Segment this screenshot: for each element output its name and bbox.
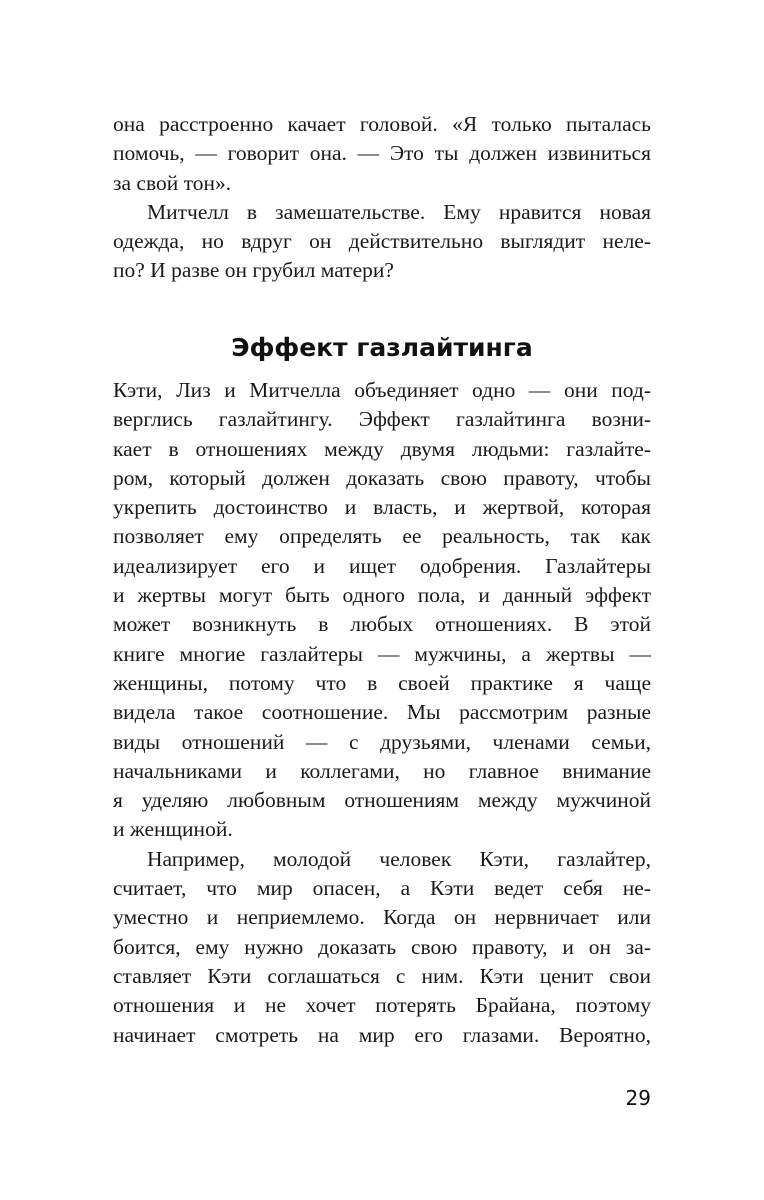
text-line: по? И разве он грубил матери? [113,258,394,283]
text-line: ром, который должен доказать свою правоту, чтобы [113,465,651,490]
text-line: верглись газлайтингу. Эффект газлайтинга возни- [113,407,651,432]
text-line: идеализирует его и ищет одобрения. Газлайтеры [113,553,651,578]
page-number: 29 [625,1086,651,1110]
text-line: женщины, потому что в своей практике я чаще [113,670,651,695]
text-line: одежда, но вдруг он действительно выглядит неле- [113,229,651,254]
text-line: боится, ему нужно доказать свою правоту, и он за- [113,934,651,959]
text-line: я уделяю любовным отношениям между мужчиной [113,788,651,813]
text-line: может возникнуть в любых отношениях. В этой [113,612,651,637]
intro-text [113,110,651,286]
main-text [113,376,651,1050]
text-line: помочь, — говорит она. — Это ты должен извиниться [113,141,651,166]
section-heading: Эффект газлайтинга [231,333,533,362]
text-line: и жертвы могут быть одного пола, и данный эффект [113,583,651,608]
text-line: она расстроенно качает головой. «Я только пыталась [113,112,651,136]
text-line: уместно и неприемлемо. Когда он нервничает или [113,905,651,930]
text-line: книге многие газлайтеры — мужчины, а жертвы — [113,641,651,666]
text-line: виды отношений — с друзьями, членами семьи, [113,729,651,754]
text-line: за свой тон». [113,170,232,195]
text-line: видела такое соотношение. Мы рассмотрим разные [113,700,651,725]
text-line: считает, что мир опасен, а Кэти ведет себя не- [113,876,651,901]
text-line: кает в отношениях между двумя людьми: газлайте- [113,436,651,461]
text-line: и женщиной. [113,817,233,842]
text-line: начальниками и коллегами, но главное внимание [113,758,651,783]
text-line: Например, молодой человек Кэти, газлайтер, [147,846,651,871]
text-line: отношения и не хочет потерять Брайана, поэтому [113,993,651,1018]
text-line: ставляет Кэти соглашаться с ним. Кэти ценит свои [113,963,651,988]
text-line: Митчелл в замешательстве. Ему нравится новая [147,199,651,224]
text-line: позволяет ему определять ее реальность, так как [113,524,651,549]
text-line: укрепить достоинство и власть, и жертвой, которая [113,495,651,520]
text-line: Кэти, Лиз и Митчелла объединяет одно — они под- [113,378,651,402]
text-line: начинает смотреть на мир его глазами. Вероятно, [113,1022,651,1047]
